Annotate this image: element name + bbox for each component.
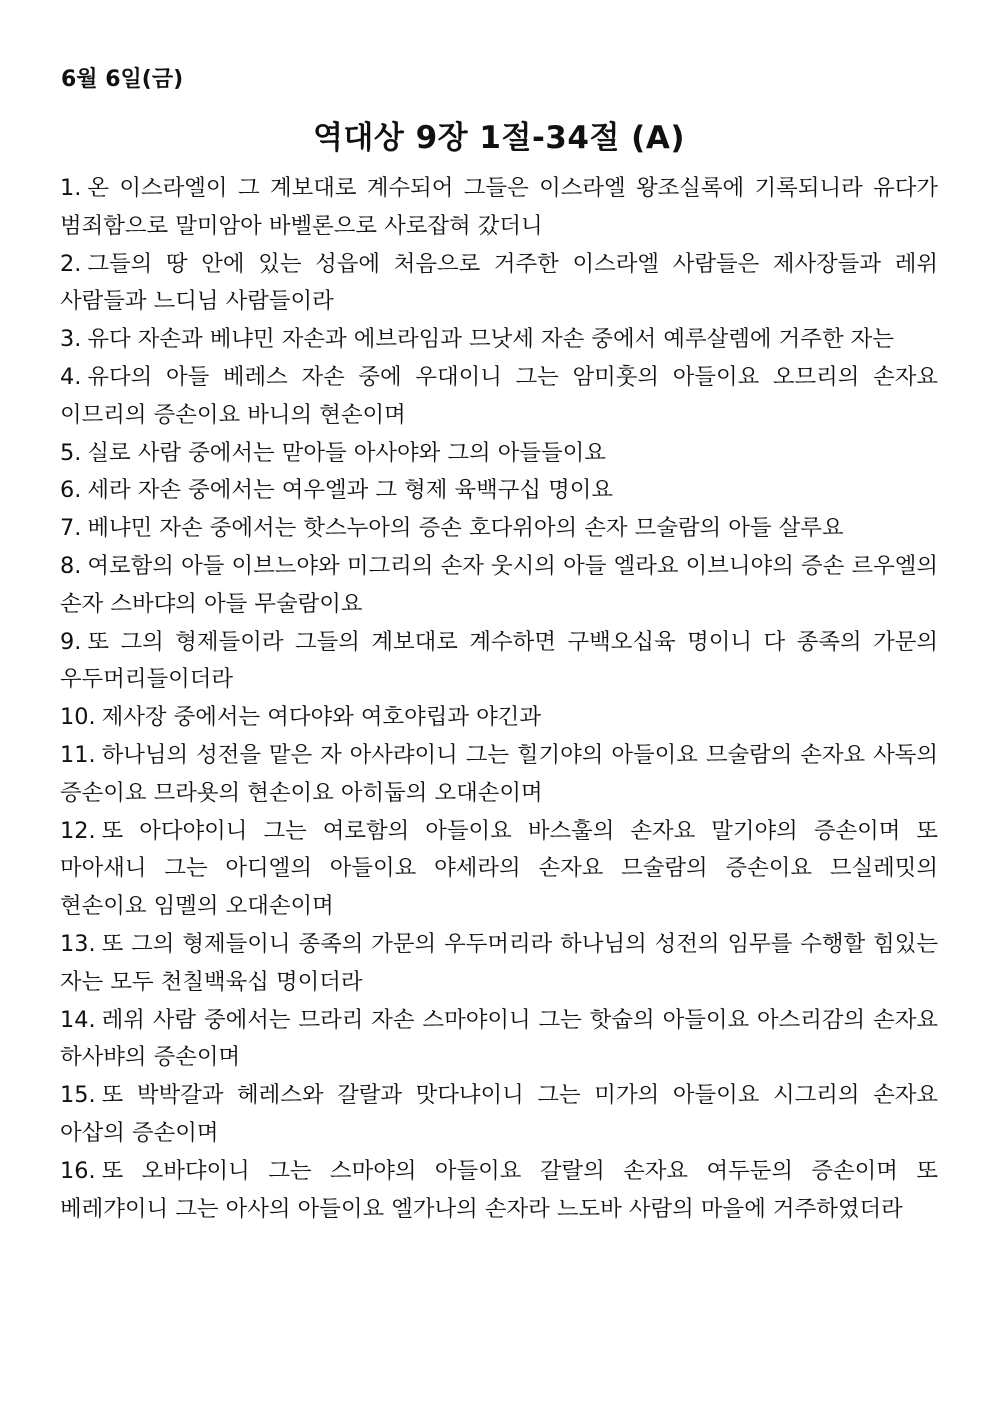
verse-text: 제사장 중에서는 여다야와 여호야립과 야긴과 [101,704,542,731]
verse-number: 5. [60,439,82,466]
verse-6 [60,472,938,510]
verse-text: 유다의 아들 베레스 자손 중에 우대이니 그는 암미훗의 아들이요 오므리의 손자요 이므리의 증손이요 바니의 현손이며 [60,363,938,428]
verse-12 [60,813,938,926]
verse-number: 9. [60,628,82,655]
verse-text: 유다 자손과 베냐민 자손과 에브라임과 므낫세 자손 중에서 예루살렘에 거주한 자는 [87,326,894,353]
verse-number: 7. [60,515,82,542]
verse-text: 실로 사람 중에서는 맏아들 아사야와 그의 아들들이요 [87,439,606,466]
verse-number: 4. [60,363,82,390]
verse-text: 또 아다야이니 그는 여로함의 아들이요 바스훌의 손자요 말기야의 증손이며 또 마아새니 그는 아디엘의 아들이요 야세라의 손자요 므술람의 증손이요 므실레밋의 현손이요 임멜의 오대손이며 [60,817,938,920]
verse-number: 12. [60,817,96,844]
verse-text: 레위 사람 중에서는 므라리 자손 스마야이니 그는 핫숩의 아들이요 아스리감의 손자요 하사뱌의 증손이며 [60,1006,938,1071]
verse-7 [60,510,938,548]
verse-list [60,170,938,1228]
verse-text: 온 이스라엘이 그 계보대로 계수되어 그들은 이스라엘 왕조실록에 기록되니라 유다가 범죄함으로 말미암아 바벨론으로 사로잡혀 갔더니 [60,175,938,239]
verse-number: 15. [60,1082,96,1109]
verse-10 [60,699,938,737]
verse-text: 또 그의 형제들이니 종족의 가문의 우두머리라 하나님의 성전의 임무를 수행할 힘있는 자는 모두 천칠백육십 명이더라 [60,930,938,995]
verse-5 [60,435,938,473]
verse-number: 10. [60,704,96,731]
document-page [60,60,938,1228]
verse-text: 또 그의 형제들이라 그들의 계보대로 계수하면 구백오십육 명이니 다 종족의 가문의 우두머리들이더라 [60,628,938,693]
verse-4 [60,359,938,435]
verse-15 [60,1077,938,1153]
verse-number: 8. [60,552,82,579]
verse-number: 11. [60,741,96,768]
verse-text: 또 박박갈과 헤레스와 갈랄과 맛다냐이니 그는 미가의 아들이요 시그리의 손자요 아삽의 증손이며 [60,1082,938,1146]
verse-number: 14. [60,1006,96,1033]
verse-text: 하나님의 성전을 맡은 자 아사랴이니 그는 힐기야의 아들이요 므술람의 손자요 사독의 증손이요 므라욧의 현손이요 아히둡의 오대손이며 [60,741,938,806]
verse-8 [60,548,938,624]
verse-3 [60,321,938,359]
verse-1 [60,170,938,246]
verse-text: 세라 자손 중에서는 여우엘과 그 형제 육백구십 명이요 [87,477,614,504]
verse-number: 6. [60,477,82,504]
verse-text: 베냐민 자손 중에서는 핫스누아의 증손 호다위아의 손자 므술람의 아들 살루요 [87,515,844,542]
verse-11 [60,737,938,813]
verse-number: 13. [60,930,96,957]
verse-text: 그들의 땅 안에 있는 성읍에 처음으로 거주한 이스라엘 사람들은 제사장들과 레위 사람들과 느디님 사람들이라 [60,250,938,315]
verse-16 [60,1153,938,1229]
verse-number: 2. [60,250,82,277]
page-title: 역대상 9장 1절-34절 (A) [312,120,686,156]
verse-14 [60,1002,938,1078]
verse-13 [60,926,938,1002]
verse-number: 16. [60,1157,96,1184]
verse-text: 여로함의 아들 이브느야와 미그리의 손자 웃시의 아들 엘라요 이브니야의 증손 르우엘의 손자 스바댜의 아들 무술람이요 [60,552,938,617]
verse-9 [60,624,938,700]
verse-number: 3. [60,326,82,353]
verse-2 [60,246,938,322]
verse-text: 또 오바댜이니 그는 스마야의 아들이요 갈랄의 손자요 여두둔의 증손이며 또 베레갸이니 그는 아사의 아들이요 엘가나의 손자라 느도바 사람의 마을에 거주하였더라 [60,1157,938,1222]
verse-number: 1. [60,175,82,201]
date-heading: 6월 6일(금) [61,67,184,92]
